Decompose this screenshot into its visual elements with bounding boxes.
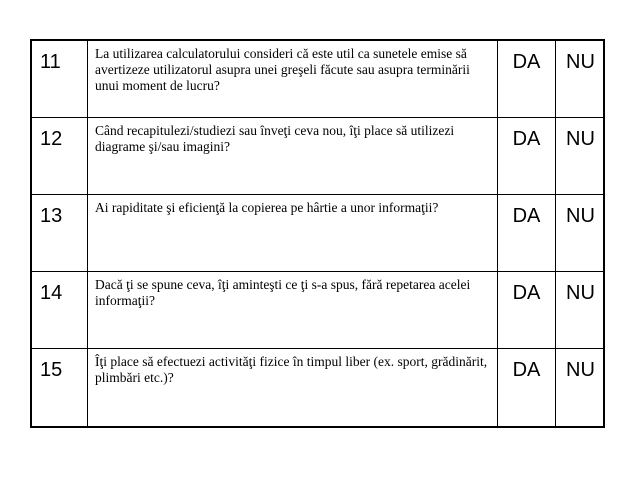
question-text: Dacă ţi se spune ceva, îţi aminteşti ce ţi s-a spus, fără repetarea acelei informaţii? — [88, 272, 498, 349]
question-number: 14 — [32, 272, 88, 349]
question-number: 11 — [32, 41, 88, 118]
answer-no[interactable]: NU — [556, 272, 603, 349]
question-text: Când recapitulezi/studiezi sau înveţi ceva nou, îţi place să utilizezi diagrame şi/sau imagini? — [88, 118, 498, 195]
answer-yes[interactable]: DA — [498, 272, 556, 349]
answer-no[interactable]: NU — [556, 41, 603, 118]
answer-no[interactable]: NU — [556, 195, 603, 272]
answer-yes[interactable]: DA — [498, 195, 556, 272]
question-text: La utilizarea calculatorului consideri că este util ca sunetele emise să avertizeze utilizatorul asupra unei greşeli făcute sau asupra terminării unui moment de lucru? — [88, 41, 498, 118]
answer-no[interactable]: NU — [566, 359, 595, 381]
answer-yes[interactable]: DA — [498, 118, 556, 195]
question-text: Îţi place să efectuezi activităţi fizice în timpul liber (ex. sport, grădinărit, plimbări etc.)? — [88, 349, 498, 426]
questionnaire-table — [30, 39, 605, 428]
question-number: 15 — [32, 349, 88, 426]
question-number: 13 — [32, 195, 88, 272]
question-text: Ai rapiditate şi eficienţă la copierea pe hârtie a unor informaţii? — [88, 195, 498, 272]
answer-yes[interactable]: DA — [498, 349, 556, 426]
answer-no[interactable]: NU — [556, 118, 603, 195]
question-number: 12 — [32, 118, 88, 195]
answer-yes[interactable]: DA — [498, 41, 556, 118]
